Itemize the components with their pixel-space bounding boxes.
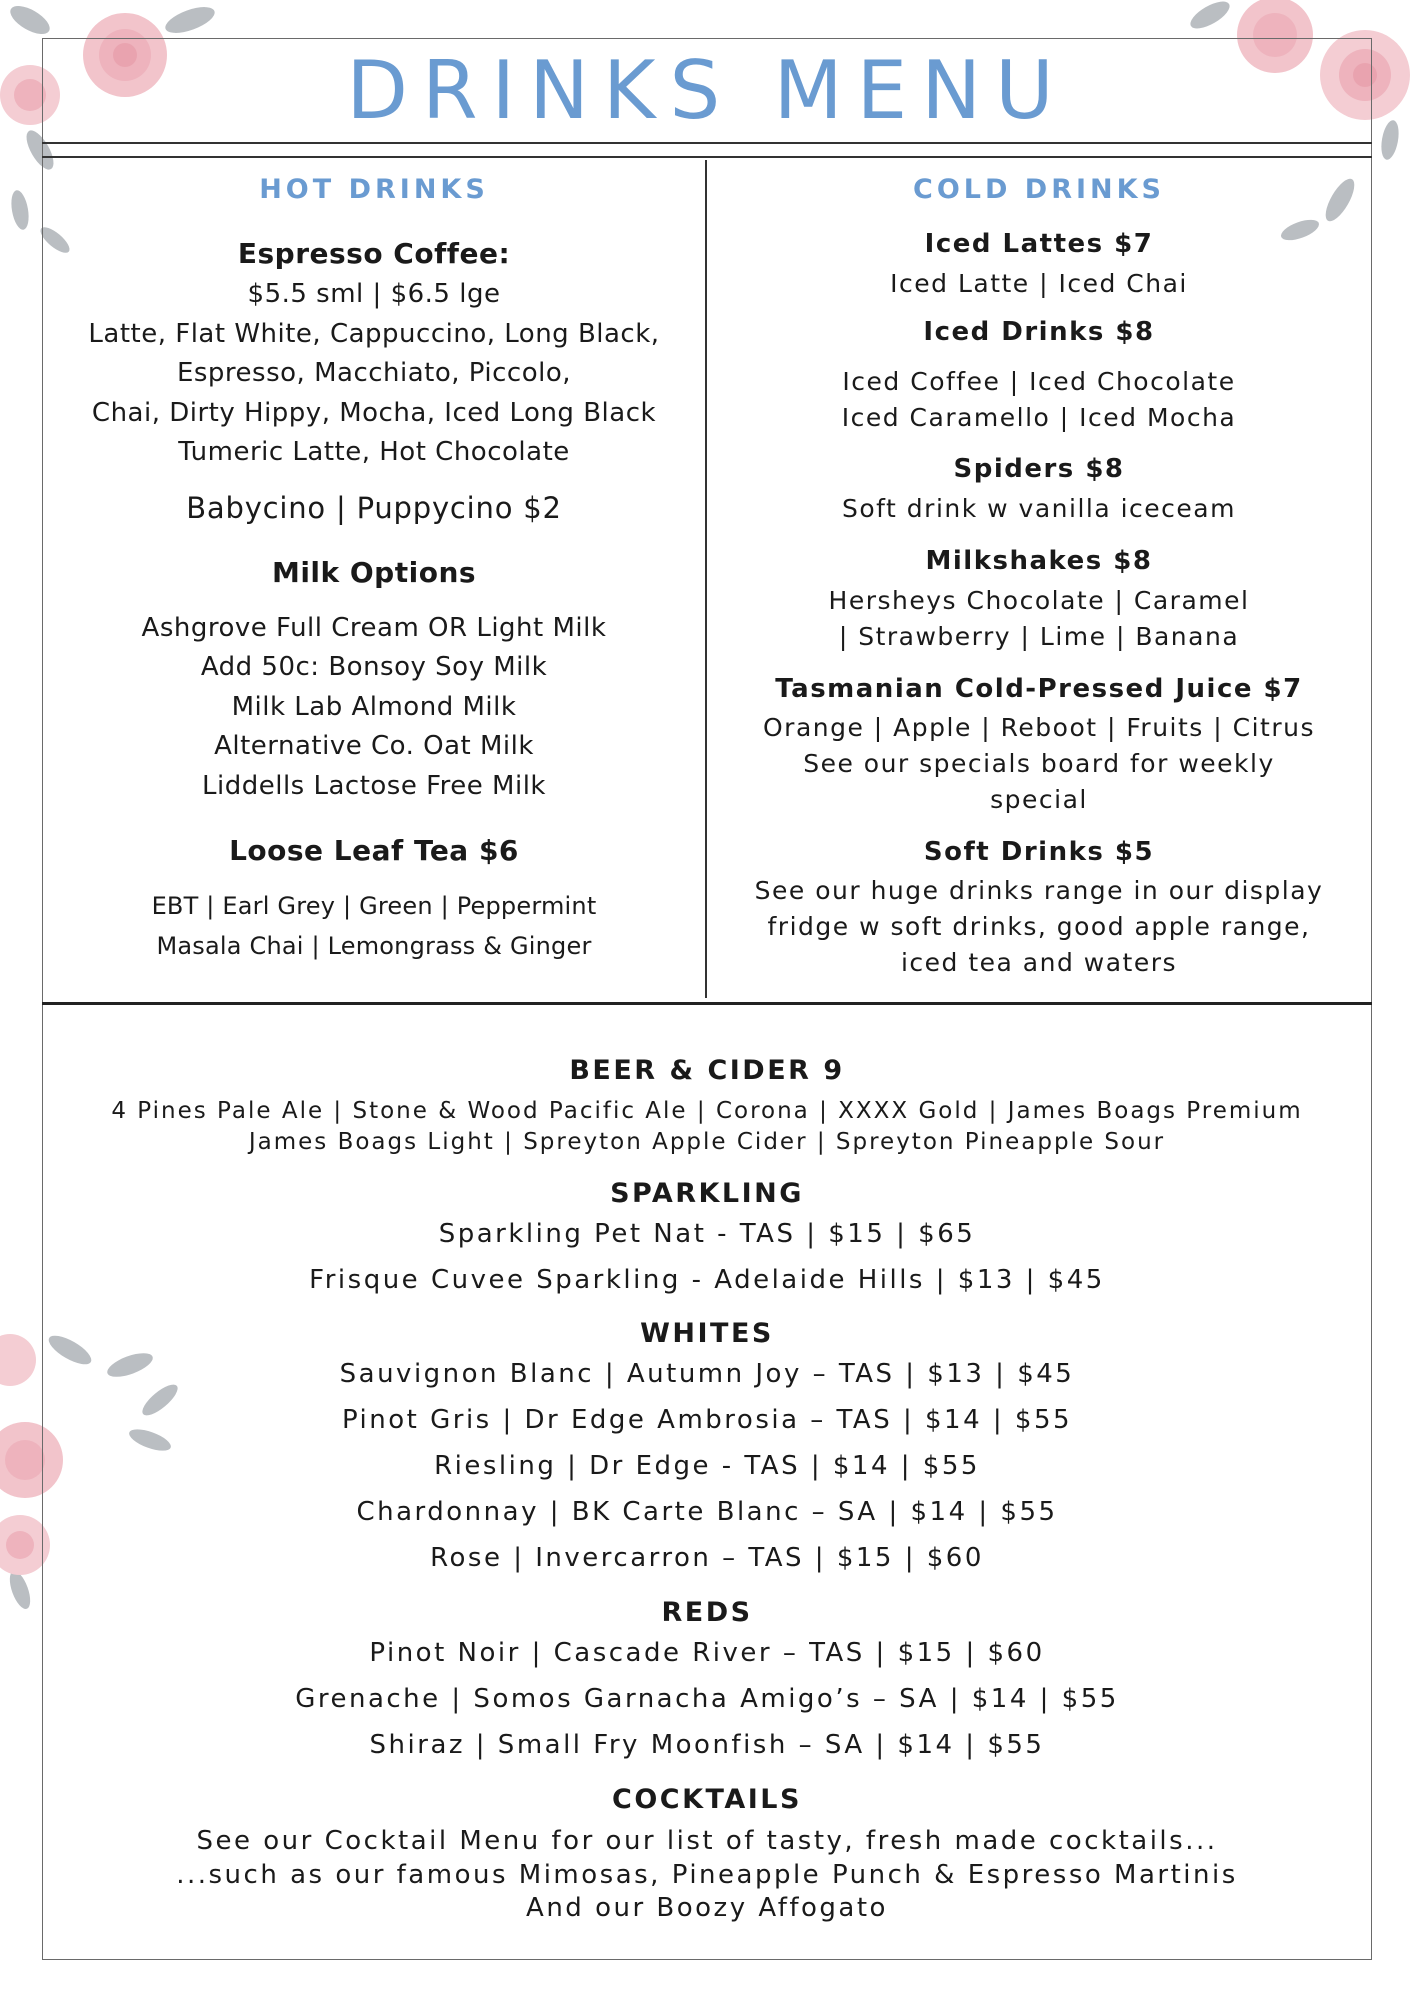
iced-lattes-line: Iced Latte | Iced Chai (890, 269, 1188, 298)
milk-option: Ashgrove Full Cream OR Light Milk (141, 613, 607, 643)
iced-lattes-title: Iced Lattes $7 (924, 229, 1154, 259)
page-title: DRINKS MENU (346, 44, 1068, 137)
cocktails-line: And our Boozy Affogato (526, 1893, 888, 1923)
milkshakes-line: Hersheys Chocolate | Caramel (828, 586, 1250, 615)
reds-title: REDS (661, 1597, 753, 1628)
espresso-item-line: Espresso, Macchiato, Piccolo, (176, 358, 572, 388)
sparkling-line: Frisque Cuvee Sparkling - Adelaide Hills | $13 | $45 (309, 1265, 1105, 1295)
cold-drinks-heading: COLD DRINKS (913, 174, 1165, 205)
whites-line: Riesling | Dr Edge - TAS | $14 | $55 (434, 1451, 980, 1481)
whites-line: Chardonnay | BK Carte Blanc – SA | $14 | $55 (356, 1497, 1058, 1527)
spiders-line: Soft drink w vanilla iceceam (842, 494, 1236, 523)
whites-line: Sauvignon Blanc | Autumn Joy – TAS | $13 | $45 (339, 1359, 1075, 1389)
spiders-title: Spiders $8 (953, 454, 1125, 484)
milkshakes-line: | Strawberry | Lime | Banana (838, 622, 1240, 651)
beer-line: 4 Pines Pale Ale | Stone & Wood Pacific Ale | Corona | XXXX Gold | James Boags Premium (111, 1098, 1303, 1124)
loose-leaf-tea-title: Loose Leaf Tea $6 (229, 834, 519, 867)
espresso-price: $5.5 sml | $6.5 lge (247, 279, 501, 309)
espresso-item-line: Tumeric Latte, Hot Chocolate (178, 437, 570, 467)
sparkling-line: Sparkling Pet Nat - TAS | $15 | $65 (438, 1219, 976, 1249)
milk-option: Milk Lab Almond Milk (231, 692, 517, 722)
espresso-item-line: Chai, Dirty Hippy, Mocha, Iced Long Black (91, 398, 657, 428)
babycino-line: Babycino | Puppycino $2 (186, 491, 562, 525)
soft-drinks-line: iced tea and waters (900, 948, 1178, 977)
espresso-title: Espresso Coffee: (237, 237, 511, 270)
milkshakes-title: Milkshakes $8 (925, 546, 1153, 576)
soft-drinks-line: See our huge drinks range in our display (754, 876, 1324, 905)
tea-line: Masala Chai | Lemongrass & Ginger (156, 932, 592, 960)
juice-line: Orange | Apple | Reboot | Fruits | Citrus (762, 713, 1315, 742)
milk-option: Alternative Co. Oat Milk (214, 731, 534, 761)
reds-line: Grenache | Somos Garnacha Amigo’s – SA | $14 | $55 (295, 1684, 1119, 1714)
iced-drinks-line: Iced Coffee | Iced Chocolate (842, 367, 1236, 396)
beer-line: James Boags Light | Spreyton Apple Cider | Spreyton Pineapple Sour (248, 1129, 1166, 1155)
milk-options-title: Milk Options (271, 556, 477, 589)
iced-drinks-line: Iced Caramello | Iced Mocha (841, 403, 1237, 432)
whites-line: Pinot Gris | Dr Edge Ambrosia – TAS | $14 | $55 (341, 1405, 1073, 1435)
sparkling-title: SPARKLING (610, 1178, 804, 1209)
cocktails-line: See our Cocktail Menu for our list of tasty, fresh made cocktails... (196, 1826, 1218, 1856)
cocktails-line: ...such as our famous Mimosas, Pineapple Punch & Espresso Martinis (176, 1860, 1238, 1890)
reds-line: Shiraz | Small Fry Moonfish – SA | $14 | $55 (369, 1730, 1045, 1760)
hot-drinks-heading: HOT DRINKS (259, 174, 489, 205)
milk-option: Liddells Lactose Free Milk (202, 771, 546, 801)
alcohol-section (44, 0, 1370, 1960)
iced-drinks-title: Iced Drinks $8 (923, 317, 1155, 347)
soft-drinks-title: Soft Drinks $5 (923, 837, 1155, 867)
espresso-item-line: Latte, Flat White, Cappuccino, Long Black, (88, 319, 660, 349)
juice-line: See our specials board for weekly (803, 749, 1275, 778)
milk-option: Add 50c: Bonsoy Soy Milk (200, 652, 548, 682)
whites-title: WHITES (640, 1318, 774, 1349)
soft-drinks-line: fridge w soft drinks, good apple range, (767, 912, 1311, 941)
reds-line: Pinot Noir | Cascade River – TAS | $15 | $60 (369, 1638, 1045, 1668)
tea-line: EBT | Earl Grey | Green | Peppermint (151, 892, 597, 920)
cocktails-title: COCKTAILS (612, 1784, 802, 1815)
juice-line: special (990, 785, 1088, 814)
beer-cider-title: BEER & CIDER 9 (569, 1055, 845, 1086)
juice-title: Tasmanian Cold-Pressed Juice $7 (775, 674, 1303, 704)
whites-line: Rose | Invercarron – TAS | $15 | $60 (430, 1543, 984, 1573)
